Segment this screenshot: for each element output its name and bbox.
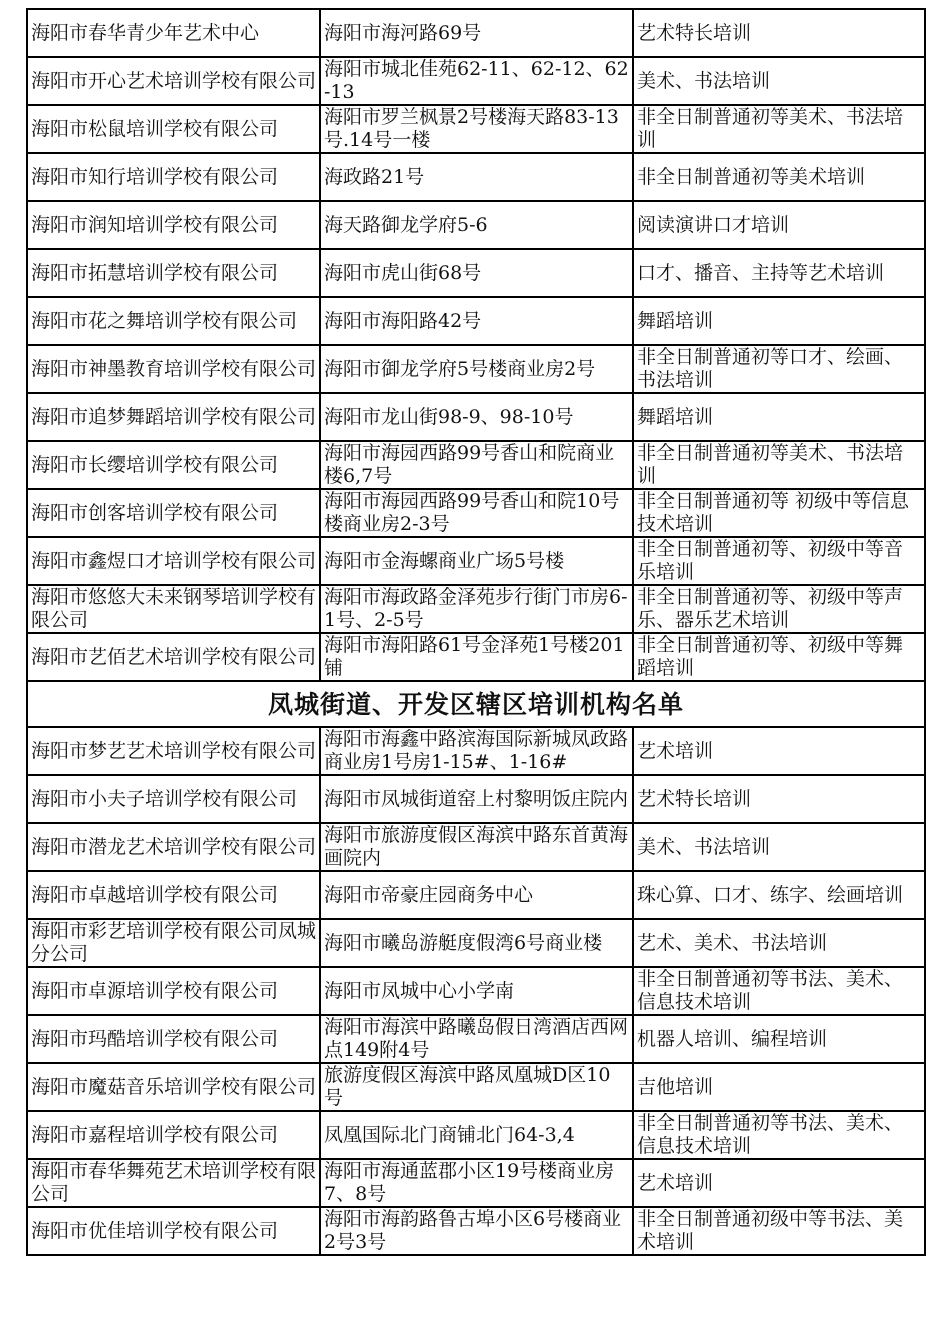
institution-name-cell-text: 海阳市神墨教育培训学校有限公司: [31, 357, 316, 380]
training-content-cell: [633, 441, 925, 489]
institution-name-cell-text: 海阳市创客培训学校有限公司: [31, 501, 279, 524]
institution-address-cell-text: 海阳市海阳路42号: [324, 309, 482, 332]
training-content-cell: [633, 9, 925, 57]
institution-address-cell-text: 海天路御龙学府5-6: [324, 213, 488, 236]
section-heading: 凤城街道、开发区辖区培训机构名单: [27, 681, 925, 727]
institution-address-cell-text: 海阳市城北佳苑62-11、62-12、62-13: [324, 58, 629, 103]
institution-address-cell: [320, 297, 633, 345]
training-content-cell-text: 非全日制普通初等口才、绘画、书法培训: [637, 346, 904, 391]
institution-address-cell: [320, 153, 633, 201]
institution-address-cell: [320, 1111, 633, 1159]
table-row: [27, 249, 925, 297]
training-content-cell-text: 非全日制普通初等美术、书法培训: [637, 106, 904, 151]
training-content-cell-text: 非全日制普通初等、初级中等声乐、器乐艺术培训: [637, 586, 904, 631]
institution-name-cell: [27, 1015, 320, 1063]
training-content-cell-text: 口才、播音、主持等艺术培训: [637, 261, 885, 284]
training-content-cell-text: 艺术培训: [637, 739, 714, 762]
training-content-cell: [633, 57, 925, 105]
training-content-cell: [633, 823, 925, 871]
institution-address-cell: [320, 633, 633, 681]
institution-name-cell-text: 海阳市悠悠大未来钢琴培训学校有限公司: [31, 586, 316, 631]
institution-name-cell-text: 海阳市卓源培训学校有限公司: [31, 979, 279, 1002]
training-content-cell-text: 机器人培训、编程培训: [637, 1027, 828, 1050]
institution-name-cell-text: 海阳市玛酷培训学校有限公司: [31, 1027, 279, 1050]
institution-address-cell-text: 海阳市凤城街道窑上村黎明饭庄院内: [324, 787, 629, 810]
institution-name-cell: [27, 297, 320, 345]
institution-name-cell-text: 海阳市拓慧培训学校有限公司: [31, 261, 279, 284]
institution-name-cell: [27, 1207, 320, 1255]
training-content-cell: [633, 153, 925, 201]
institution-address-cell: [320, 1159, 633, 1207]
training-content-cell: [633, 775, 925, 823]
institution-name-cell: [27, 775, 320, 823]
institution-name-cell-text: 海阳市彩艺培训学校有限公司凤城分公司: [31, 920, 316, 965]
training-content-cell: [633, 201, 925, 249]
institution-name-cell: [27, 249, 320, 297]
institution-address-cell-text: 海阳市海通蓝郡小区19号楼商业房7、8号: [324, 1160, 615, 1205]
institution-name-cell-text: 海阳市嘉程培训学校有限公司: [31, 1123, 279, 1146]
institution-address-cell: [320, 105, 633, 153]
institution-table-body: [27, 9, 925, 1255]
institution-address-cell-text: 海阳市御龙学府5号楼商业房2号: [324, 357, 596, 380]
institution-name-cell-text: 海阳市优佳培训学校有限公司: [31, 1219, 279, 1242]
table-row: [27, 1015, 925, 1063]
training-content-cell: [633, 1207, 925, 1255]
institution-address-cell: [320, 967, 633, 1015]
institution-address-cell-text: 凤凰国际北门商铺北门64-3,4: [324, 1123, 575, 1146]
training-content-cell-text: 美术、书法培训: [637, 69, 771, 92]
institution-name-cell: [27, 727, 320, 775]
table-row: [27, 775, 925, 823]
table-row: [27, 727, 925, 775]
institution-name-cell-text: 海阳市魔菇音乐培训学校有限公司: [31, 1075, 316, 1098]
training-content-cell: [633, 1015, 925, 1063]
training-content-cell: [633, 1111, 925, 1159]
training-content-cell: [633, 585, 925, 633]
institution-name-cell-text: 海阳市花之舞培训学校有限公司: [31, 309, 298, 332]
institution-name-cell: [27, 967, 320, 1015]
institution-address-cell-text: 海阳市海园西路99号香山和院10号楼商业房2-3号: [324, 490, 620, 535]
table-row: [27, 1207, 925, 1255]
training-content-cell-text: 阅读演讲口才培训: [637, 213, 790, 236]
training-content-cell-text: 舞蹈培训: [637, 309, 714, 332]
training-content-cell: [633, 537, 925, 585]
training-content-cell: [633, 393, 925, 441]
institution-address-cell-text: 海阳市海鑫中路滨海国际新城凤政路商业房1号房1-15#、1-16#: [324, 728, 629, 773]
section-heading-row: [27, 681, 925, 727]
table-row: [27, 441, 925, 489]
table-row: [27, 919, 925, 967]
institution-name-cell: [27, 1159, 320, 1207]
table-row: [27, 105, 925, 153]
institution-name-cell: [27, 537, 320, 585]
institution-address-cell: [320, 537, 633, 585]
training-content-cell-text: 非全日制普通初级中等书法、美术培训: [637, 1208, 904, 1253]
table-row: [27, 297, 925, 345]
institution-address-cell-text: 海阳市海河路69号: [324, 21, 482, 44]
table-row: [27, 823, 925, 871]
institution-table: [26, 8, 926, 1256]
table-row: [27, 153, 925, 201]
training-content-cell-text: 美术、书法培训: [637, 835, 771, 858]
institution-name-cell-text: 海阳市春华舞苑艺术培训学校有限公司: [31, 1160, 316, 1205]
table-row: [27, 9, 925, 57]
table-row: [27, 345, 925, 393]
training-content-cell: [633, 249, 925, 297]
institution-address-cell-text: 海阳市帝豪庄园商务中心: [324, 883, 534, 906]
institution-address-cell: [320, 201, 633, 249]
institution-address-cell-text: 海阳市凤城中心小学南: [324, 979, 515, 1002]
institution-name-cell: [27, 105, 320, 153]
institution-name-cell: [27, 441, 320, 489]
table-row: [27, 1111, 925, 1159]
institution-name-cell-text: 海阳市卓越培训学校有限公司: [31, 883, 279, 906]
institution-name-cell-text: 海阳市艺佰艺术培训学校有限公司: [31, 645, 316, 668]
table-row: [27, 871, 925, 919]
institution-name-cell: [27, 489, 320, 537]
institution-address-cell-text: 海阳市海韵路鲁古埠小区6号楼商业2号3号: [324, 1208, 622, 1253]
institution-address-cell: [320, 919, 633, 967]
institution-address-cell: [320, 775, 633, 823]
training-content-cell-text: 非全日制普通初等书法、美术、信息技术培训: [637, 968, 904, 1013]
training-content-cell-text: 非全日制普通初等美术培训: [637, 165, 866, 188]
institution-address-cell: [320, 441, 633, 489]
institution-address-cell: [320, 585, 633, 633]
institution-address-cell-text: 海政路21号: [324, 165, 425, 188]
institution-name-cell-text: 海阳市梦艺艺术培训学校有限公司: [31, 739, 316, 762]
institution-address-cell: [320, 345, 633, 393]
institution-address-cell: [320, 1207, 633, 1255]
training-content-cell-text: 珠心算、口才、练字、绘画培训: [637, 883, 904, 906]
institution-address-cell: [320, 871, 633, 919]
training-content-cell-text: 艺术培训: [637, 1171, 714, 1194]
training-content-cell-text: 非全日制普通初等、初级中等音乐培训: [637, 538, 904, 583]
institution-address-cell: [320, 9, 633, 57]
table-row: [27, 585, 925, 633]
institution-address-cell: [320, 1015, 633, 1063]
institution-address-cell-text: 旅游度假区海滨中路凤凰城D区10号: [324, 1064, 611, 1109]
institution-name-cell: [27, 633, 320, 681]
institution-name-cell-text: 海阳市松鼠培训学校有限公司: [31, 117, 279, 140]
institution-name-cell-text: 海阳市润知培训学校有限公司: [31, 213, 279, 236]
training-content-cell-text: 艺术特长培训: [637, 21, 752, 44]
table-row: [27, 201, 925, 249]
institution-name-cell-text: 海阳市长缨培训学校有限公司: [31, 453, 279, 476]
institution-address-cell-text: 海阳市海阳路61号金泽苑1号楼201铺: [324, 634, 625, 679]
training-content-cell: [633, 727, 925, 775]
table-row: [27, 1159, 925, 1207]
institution-address-cell: [320, 1063, 633, 1111]
training-content-cell-text: 艺术、美术、书法培训: [637, 931, 828, 954]
institution-address-cell-text: 海阳市虎山街68号: [324, 261, 482, 284]
training-content-cell: [633, 871, 925, 919]
table-row: [27, 489, 925, 537]
institution-name-cell: [27, 393, 320, 441]
institution-name-cell: [27, 871, 320, 919]
training-content-cell: [633, 297, 925, 345]
training-content-cell: [633, 1159, 925, 1207]
training-content-cell-text: 舞蹈培训: [637, 405, 714, 428]
institution-address-cell: [320, 823, 633, 871]
institution-name-cell-text: 海阳市知行培训学校有限公司: [31, 165, 279, 188]
table-row: [27, 633, 925, 681]
institution-name-cell: [27, 153, 320, 201]
institution-address-cell-text: 海阳市海园西路99号香山和院商业楼6,7号: [324, 442, 615, 487]
institution-name-cell: [27, 1063, 320, 1111]
institution-name-cell-text: 海阳市春华青少年艺术中心: [31, 21, 260, 44]
institution-name-cell: [27, 823, 320, 871]
institution-address-cell-text: 海阳市曦岛游艇度假湾6号商业楼: [324, 931, 603, 954]
table-row: [27, 1063, 925, 1111]
training-content-cell: [633, 1063, 925, 1111]
institution-address-cell-text: 海阳市旅游度假区海滨中路东首黄海画院内: [324, 824, 629, 869]
institution-address-cell: [320, 57, 633, 105]
institution-address-cell-text: 海阳市海滨中路曦岛假日湾酒店西网点149附4号: [324, 1016, 629, 1061]
table-row: [27, 537, 925, 585]
training-content-cell: [633, 633, 925, 681]
institution-name-cell: [27, 1111, 320, 1159]
training-content-cell-text: 非全日制普通初等美术、书法培训: [637, 442, 904, 487]
institution-name-cell: [27, 57, 320, 105]
institution-name-cell-text: 海阳市追梦舞蹈培训学校有限公司: [31, 405, 316, 428]
institution-address-cell: [320, 249, 633, 297]
institution-address-cell: [320, 393, 633, 441]
institution-name-cell: [27, 345, 320, 393]
institution-name-cell: [27, 919, 320, 967]
institution-address-cell-text: 海阳市罗兰枫景2号楼海天路83-13号.14号一楼: [324, 106, 619, 151]
institution-name-cell: [27, 9, 320, 57]
training-content-cell: [633, 919, 925, 967]
institution-address-cell-text: 海阳市龙山街98-9、98-10号: [324, 405, 574, 428]
institution-list-sheet: [26, 8, 924, 1256]
training-content-cell-text: 吉他培训: [637, 1075, 714, 1098]
institution-address-cell: [320, 489, 633, 537]
training-content-cell-text: 非全日制普通初等 初级中等信息技术培训: [637, 490, 910, 535]
training-content-cell: [633, 105, 925, 153]
training-content-cell-text: 艺术特长培训: [637, 787, 752, 810]
institution-name-cell-text: 海阳市小夫子培训学校有限公司: [31, 787, 298, 810]
table-row: [27, 57, 925, 105]
institution-name-cell-text: 海阳市开心艺术培训学校有限公司: [31, 69, 316, 92]
institution-name-cell: [27, 201, 320, 249]
training-content-cell: [633, 967, 925, 1015]
institution-name-cell: [27, 585, 320, 633]
table-row: [27, 967, 925, 1015]
table-row: [27, 393, 925, 441]
training-content-cell-text: 非全日制普通初等书法、美术、信息技术培训: [637, 1112, 904, 1157]
institution-name-cell-text: 海阳市鑫煜口才培训学校有限公司: [31, 549, 316, 572]
training-content-cell: [633, 345, 925, 393]
institution-name-cell-text: 海阳市潜龙艺术培训学校有限公司: [31, 835, 316, 858]
institution-address-cell-text: 海阳市海政路金泽苑步行街门市房6-1号、2-5号: [324, 586, 628, 631]
institution-address-cell-text: 海阳市金海螺商业广场5号楼: [324, 549, 565, 572]
training-content-cell-text: 非全日制普通初等、初级中等舞蹈培训: [637, 634, 904, 679]
training-content-cell: [633, 489, 925, 537]
institution-address-cell: [320, 727, 633, 775]
